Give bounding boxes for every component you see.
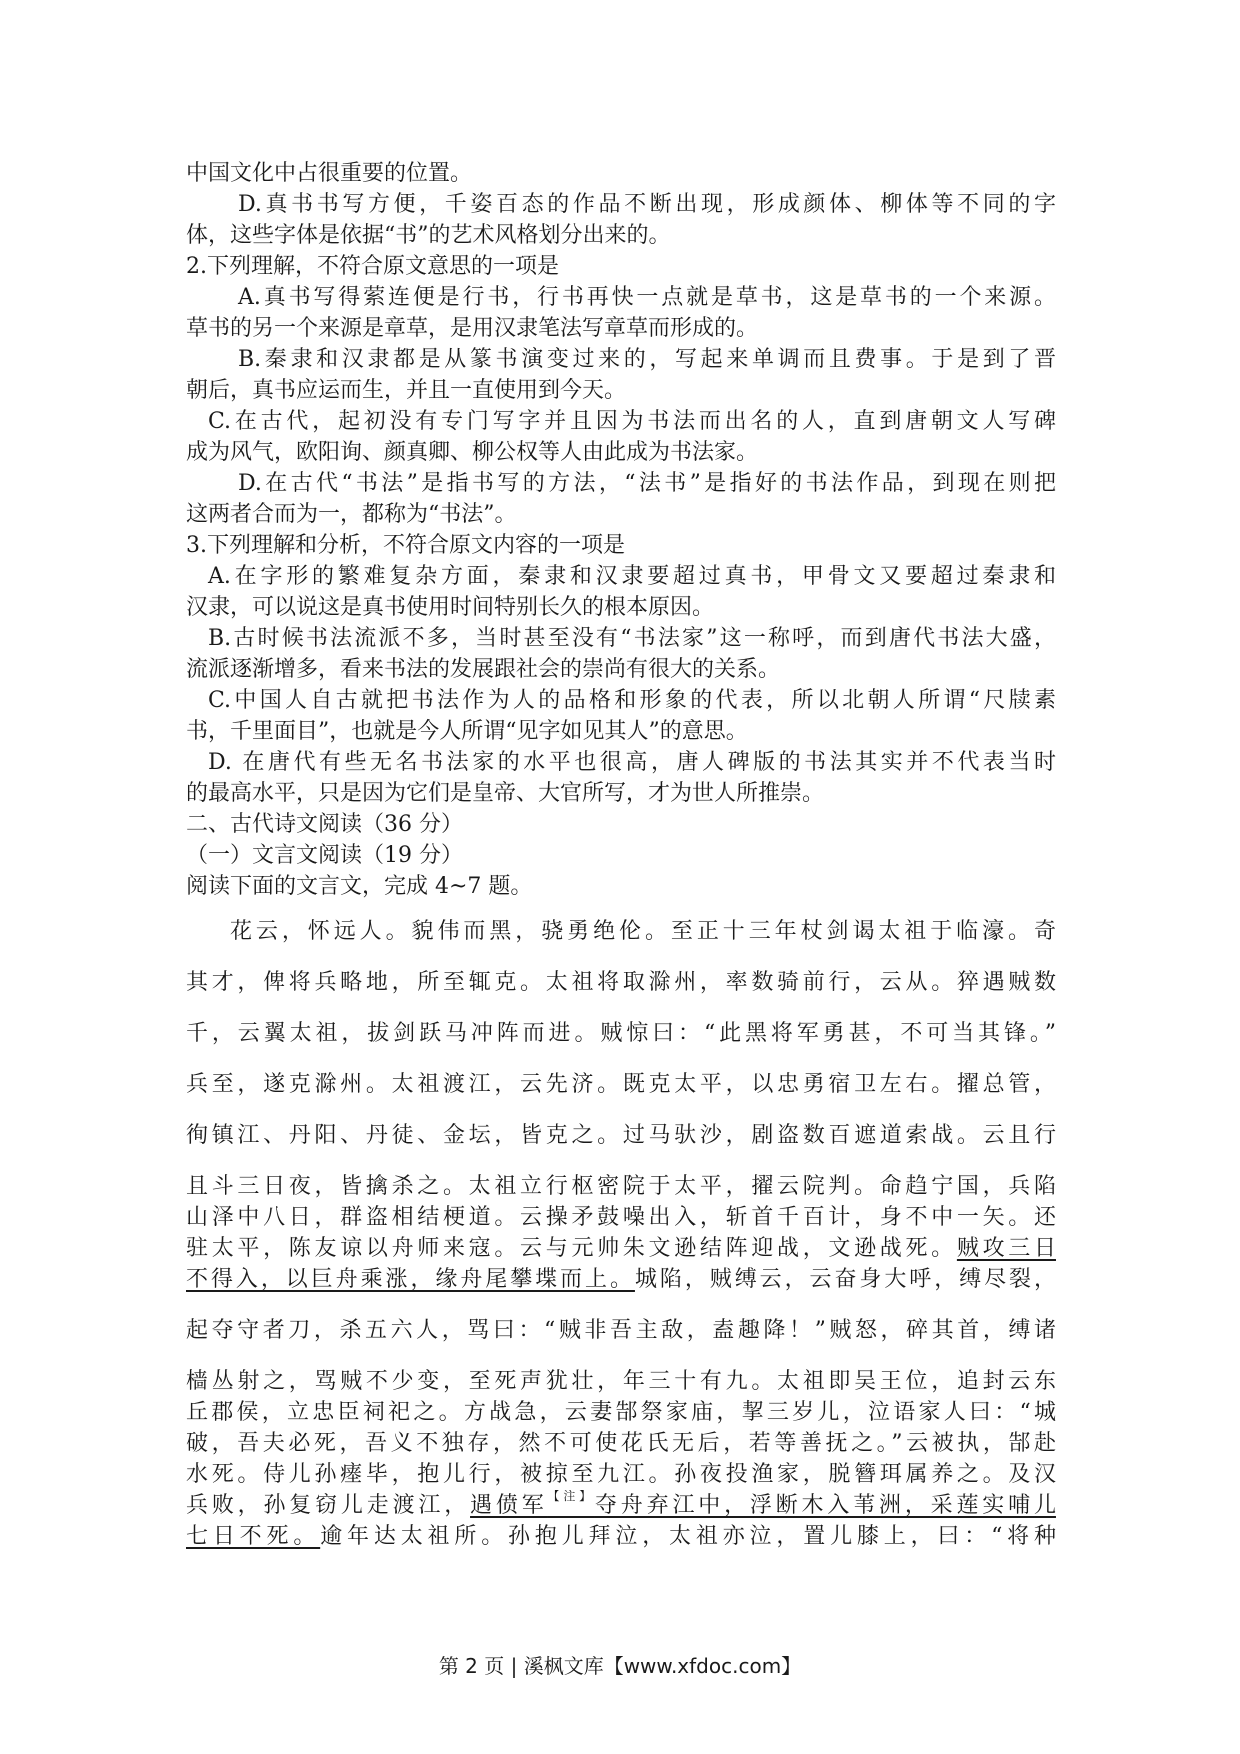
classical-passage [186,916,1056,1552]
passage-line [186,1521,1056,1552]
text-line: 体，这些字体是依据“书”的艺术风格划分出来的。 [186,223,671,248]
option-line: A.真书写得萦连便是行书，行书再快一点就是草书，这是草书的一个来源。 [238,285,1056,310]
passage-text: 城陷，贼缚云，云奋身大呼，缚尽裂， [634,1267,1056,1292]
passage-line: 其才，俾将兵略地，所至辄克。太祖将取滁州，率数骑前行，云从。猝遇贼数 [186,970,1056,995]
text-line: 中国文化中占很重要的位置。 [186,161,473,186]
option-line: 流派逐渐增多，看来书法的发展跟社会的崇尚有很大的关系。 [186,657,781,682]
passage-line: 花云，怀远人。貌伟而黑，骁勇绝伦。至正十三年杖剑谒太祖于临濠。奇 [230,919,1056,944]
option-line: D.真书书写方便，千姿百态的作品不断出现，形成颜体、柳体等不同的字 [238,192,1056,217]
question-stem: 2.下列理解，不符合原文意思的一项是 [186,254,559,279]
page-footer: 第 2 页 | 溪枫文库【www.xfdoc.com】 [438,1654,802,1678]
option-line: B.古时候书法流派不多，当时甚至没有“书法家”这一称呼，而到唐代书法大盛， [208,626,1056,651]
option-line: 朝后，真书应运而生，并且一直使用到今天。 [186,378,627,403]
question-stem: 3.下列理解和分析，不符合原文内容的一项是 [186,533,625,558]
option-line: D.在古代“书法”是指书写的方法，“法书”是指好的书法作品，到现在则把 [238,471,1056,496]
underlined-sentence: 不得入，以巨舟乘涨，缘舟尾攀堞而上。 [186,1267,635,1292]
passage-line: 起夺守者刀，杀五六人，骂曰：“贼非吾主敌，盍趣降！”贼怒，碎其首，缚诸 [186,1318,1056,1343]
underlined-text: 夺舟弃江中，浮断木入苇洲，采莲实哺儿 [594,1493,1056,1518]
option-line: 草书的另一个来源是章草，是用汉隶笔法写章草而形成的。 [186,316,759,341]
instruction: 阅读下面的文言文，完成 4~7 题。 [186,874,533,899]
passage-text: 逾年达太祖所。孙抱儿拜泣，太祖亦泣，置儿膝上，曰：“将种 [320,1524,1056,1549]
option-line: 汉隶，可以说这是真书使用时间特别长久的根本原因。 [186,595,715,620]
option-line: 成为风气，欧阳询、颜真卿、柳公权等人由此成为书法家。 [186,440,759,465]
passage-line: 樯丛射之，骂贼不少变，至死声犹壮，年三十有九。太祖即吴王位，追封云东 [186,1369,1056,1394]
option-line: 书，千里面目”，也就是今人所谓“见字如见其人”的意思。 [186,719,748,744]
section-title: 二、古代诗文阅读（36 分） [186,812,463,837]
underlined-sentence: 贼攻三日 [956,1236,1056,1261]
passage-line: 水死。侍儿孙瘗毕，抱儿行，被掠至九江。孙夜投渔家，脱簪珥属养之。及汉 [186,1462,1056,1487]
passage-line: 千，云翼太祖，拔剑跃马冲阵而进。贼惊曰：“此黑将军勇甚，不可当其锋。” [186,1021,1056,1046]
passage-line: 破，吾夫必死，吾义不独存，然不可使花氏无后，若等善抚之。”云被执，郜赴 [186,1431,1056,1456]
option-line: C.在古代，起初没有专门写字并且因为书法而出名的人，直到唐朝文人写碑 [208,409,1056,434]
option-line: 这两者合而为一，都称为“书法”。 [186,502,517,527]
option-line: D. 在唐代有些无名书法家的水平也很高，唐人碑版的书法其实并不代表当时 [208,750,1056,775]
passage-text: 驻太平，陈友谅以舟师来寇。云与元帅朱文逊结阵迎战，文逊战死。 [186,1236,957,1261]
passage-line [186,1490,1056,1521]
passage-line: 丘郡侯，立忠臣祠祀之。方战急，云妻郜祭家庙，挈三岁儿，泣语家人曰：“城 [186,1400,1056,1425]
passage-line: 兵至，遂克滁州。太祖渡江，云先济。既克太平，以忠勇宿卫左右。擢总管， [186,1072,1056,1097]
passage-line [186,1233,1056,1264]
underlined-sentence: 七日不死。 [186,1524,321,1549]
passage-line [186,1264,1056,1295]
passage-line: 徇镇江、丹阳、丹徒、金坛，皆克之。过马驮沙，剧盗数百遮道索战。云且行 [186,1123,1056,1148]
document-page [186,158,1056,1552]
passage-line: 且斗三日夜，皆擒杀之。太祖立行枢密院于太平，擢云院判。命趋宁国，兵陷 [186,1174,1056,1199]
option-line: 的最高水平，只是因为它们是皇帝、大官所写，才为世人所推崇。 [186,781,825,806]
passage-text: 兵败，孙复窃儿走渡江， [186,1493,471,1518]
option-line: B.秦隶和汉隶都是从篆书演变过来的，写起来单调而且费事。于是到了晋 [238,347,1056,372]
underlined-text: 遇偾军 [470,1493,548,1518]
option-line: C.中国人自古就把书法作为人的品格和形象的代表，所以北朝人所谓“尺牍素 [208,688,1056,713]
passage-line: 山泽中八日，群盗相结梗道。云操矛鼓噪出入，斩首千百计，身不中一矢。还 [186,1205,1056,1230]
underlined-sentence [470,1490,1056,1518]
footnote-mark: 【注】 [547,1490,595,1503]
subsection-title: （一）文言文阅读（19 分） [186,843,463,868]
option-line: A.在字形的繁难复杂方面，秦隶和汉隶要超过真书，甲骨文又要超过秦隶和 [208,564,1056,589]
